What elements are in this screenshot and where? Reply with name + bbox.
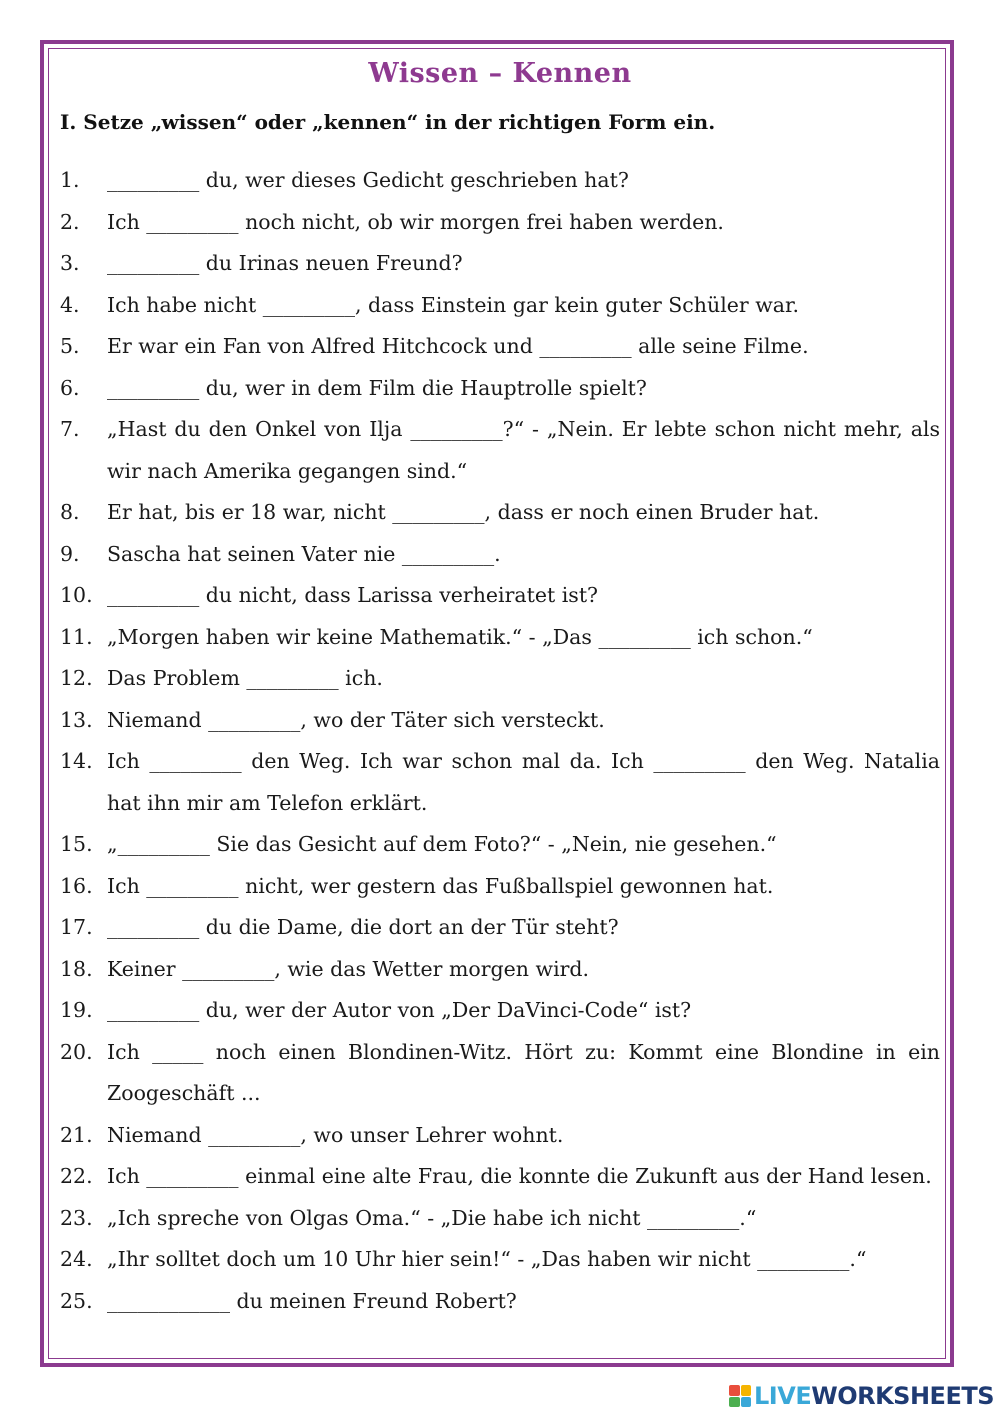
exercise-number: 13. — [60, 707, 93, 732]
exercise-item — [60, 243, 940, 285]
exercise-sentence[interactable]: _________ du, wer dieses Gedicht geschrieben hat? — [107, 168, 629, 192]
exercise-sentence[interactable]: Das Problem _________ ich. — [107, 666, 383, 690]
exercise-sentence[interactable]: „_________ Sie das Gesicht auf dem Foto?“ - „Nein, nie gesehen.“ — [107, 832, 777, 856]
exercise-sentence[interactable]: _________ du die Dame, die dort an der Tür steht? — [107, 915, 619, 939]
exercise-sentence[interactable]: Ich _________ den Weg. Ich war schon mal da. Ich _________ den Weg. Natalia hat ihn mir am Telefon erklärt. — [107, 749, 940, 815]
exercise-item — [60, 1198, 940, 1240]
exercise-number: 18. — [60, 956, 93, 981]
exercise-number: 17. — [60, 915, 93, 939]
exercise-item — [60, 866, 940, 908]
exercise-item — [60, 990, 940, 1032]
liveworksheets-badge-icon — [729, 1385, 751, 1407]
exercise-sentence[interactable]: Niemand _________, wo der Täter sich versteckt. — [107, 707, 605, 732]
exercise-list — [60, 160, 940, 1322]
exercise-number: 14. — [60, 749, 93, 773]
exercise-item — [60, 907, 940, 949]
exercise-sentence[interactable]: Er war ein Fan von Alfred Hitchcock und _________ alle seine Filme. — [107, 334, 809, 358]
exercise-sentence[interactable]: Ich _____ noch einen Blondinen-Witz. Hört zu: Kommt eine Blondine in ein Zoogeschäft ... — [107, 1039, 940, 1105]
exercise-sentence[interactable]: Ich _________ nicht, wer gestern das Fußballspiel gewonnen hat. — [107, 873, 774, 898]
exercise-number: 6. — [60, 375, 80, 400]
exercise-number: 19. — [60, 998, 93, 1022]
exercise-sentence[interactable]: Sascha hat seinen Vater nie _________. — [107, 541, 501, 566]
exercise-item — [60, 160, 940, 202]
exercise-item — [60, 824, 940, 866]
exercise-number: 7. — [60, 417, 80, 441]
exercise-sentence[interactable]: _________ du, wer in dem Film die Hauptrolle spielt? — [107, 375, 647, 400]
exercise-number: 4. — [60, 292, 80, 317]
exercise-sentence[interactable]: „Ihr solltet doch um 10 Uhr hier sein!“ - „Das haben wir nicht _________.“ — [107, 1247, 867, 1271]
exercise-number: 20. — [60, 1039, 93, 1064]
exercise-number: 21. — [60, 1122, 93, 1147]
exercise-number: 11. — [60, 624, 93, 649]
exercise-item — [60, 617, 940, 659]
exercise-item — [60, 1115, 940, 1157]
exercise-item — [60, 1156, 940, 1198]
liveworksheets-logo[interactable] — [729, 1381, 994, 1411]
exercise-item — [60, 409, 940, 492]
exercise-item — [60, 949, 940, 991]
exercise-sentence[interactable]: ____________ du meinen Freund Robert? — [107, 1288, 517, 1313]
exercise-item — [60, 658, 940, 700]
exercise-number: 24. — [60, 1247, 93, 1271]
exercise-number: 3. — [60, 251, 80, 275]
exercise-number: 15. — [60, 832, 93, 856]
exercise-item — [60, 1239, 940, 1281]
exercise-item — [60, 326, 940, 368]
exercise-number: 9. — [60, 541, 80, 566]
exercise-sentence[interactable]: _________ du, wer der Autor von „Der DaVinci-Code“ ist? — [107, 998, 692, 1022]
exercise-number: 16. — [60, 873, 93, 898]
exercise-item — [60, 534, 940, 576]
exercise-sentence[interactable]: Keiner _________, wie das Wetter morgen wird. — [107, 956, 590, 981]
logo-text-worksheets: WORKSHEETS — [811, 1382, 994, 1410]
exercise-number: 2. — [60, 209, 80, 234]
exercise-number: 12. — [60, 666, 93, 690]
worksheet-title: Wissen – Kennen — [368, 58, 632, 89]
exercise-sentence[interactable]: Niemand _________, wo unser Lehrer wohnt. — [107, 1122, 564, 1147]
logo-text-live: LIVE — [754, 1382, 812, 1410]
exercise-sentence[interactable]: „Ich spreche von Olgas Oma.“ - „Die habe ich nicht _________.“ — [107, 1205, 757, 1230]
exercise-sentence[interactable]: Ich _________ noch nicht, ob wir morgen frei haben werden. — [107, 209, 724, 234]
exercise-sentence[interactable]: „Hast du den Onkel von Ilja _________?“ - „Nein. Er lebte schon nicht mehr, als wir nach Amerika gegangen sind.“ — [107, 417, 940, 483]
exercise-number: 1. — [60, 168, 80, 192]
exercise-item — [60, 285, 940, 327]
exercise-instruction: I. Setze „wissen“ oder „kennen“ in der richtigen Form ein. — [60, 110, 716, 134]
exercise-item — [60, 1281, 940, 1323]
exercise-sentence[interactable]: „Morgen haben wir keine Mathematik.“ - „Das _________ ich schon.“ — [107, 624, 813, 649]
exercise-sentence[interactable]: _________ du Irinas neuen Freund? — [107, 251, 463, 275]
exercise-number: 5. — [60, 334, 80, 358]
exercise-item — [60, 368, 940, 410]
exercise-sentence[interactable]: Ich _________ einmal eine alte Frau, die konnte die Zukunft aus der Hand lesen. — [107, 1164, 932, 1188]
exercise-item — [60, 492, 940, 534]
exercise-sentence[interactable]: Ich habe nicht _________, dass Einstein gar kein guter Schüler war. — [107, 292, 800, 317]
exercise-number: 25. — [60, 1288, 93, 1313]
exercise-item — [60, 575, 940, 617]
exercise-sentence[interactable]: Er hat, bis er 18 war, nicht _________, dass er noch einen Bruder hat. — [107, 500, 820, 524]
exercise-number: 8. — [60, 500, 80, 524]
exercise-item — [60, 202, 940, 244]
exercise-item — [60, 1032, 940, 1115]
exercise-number: 10. — [60, 583, 93, 607]
exercise-item — [60, 700, 940, 742]
exercise-number: 23. — [60, 1205, 93, 1230]
exercise-item — [60, 741, 940, 824]
exercise-number: 22. — [60, 1164, 93, 1188]
exercise-sentence[interactable]: _________ du nicht, dass Larissa verheiratet ist? — [107, 583, 599, 607]
